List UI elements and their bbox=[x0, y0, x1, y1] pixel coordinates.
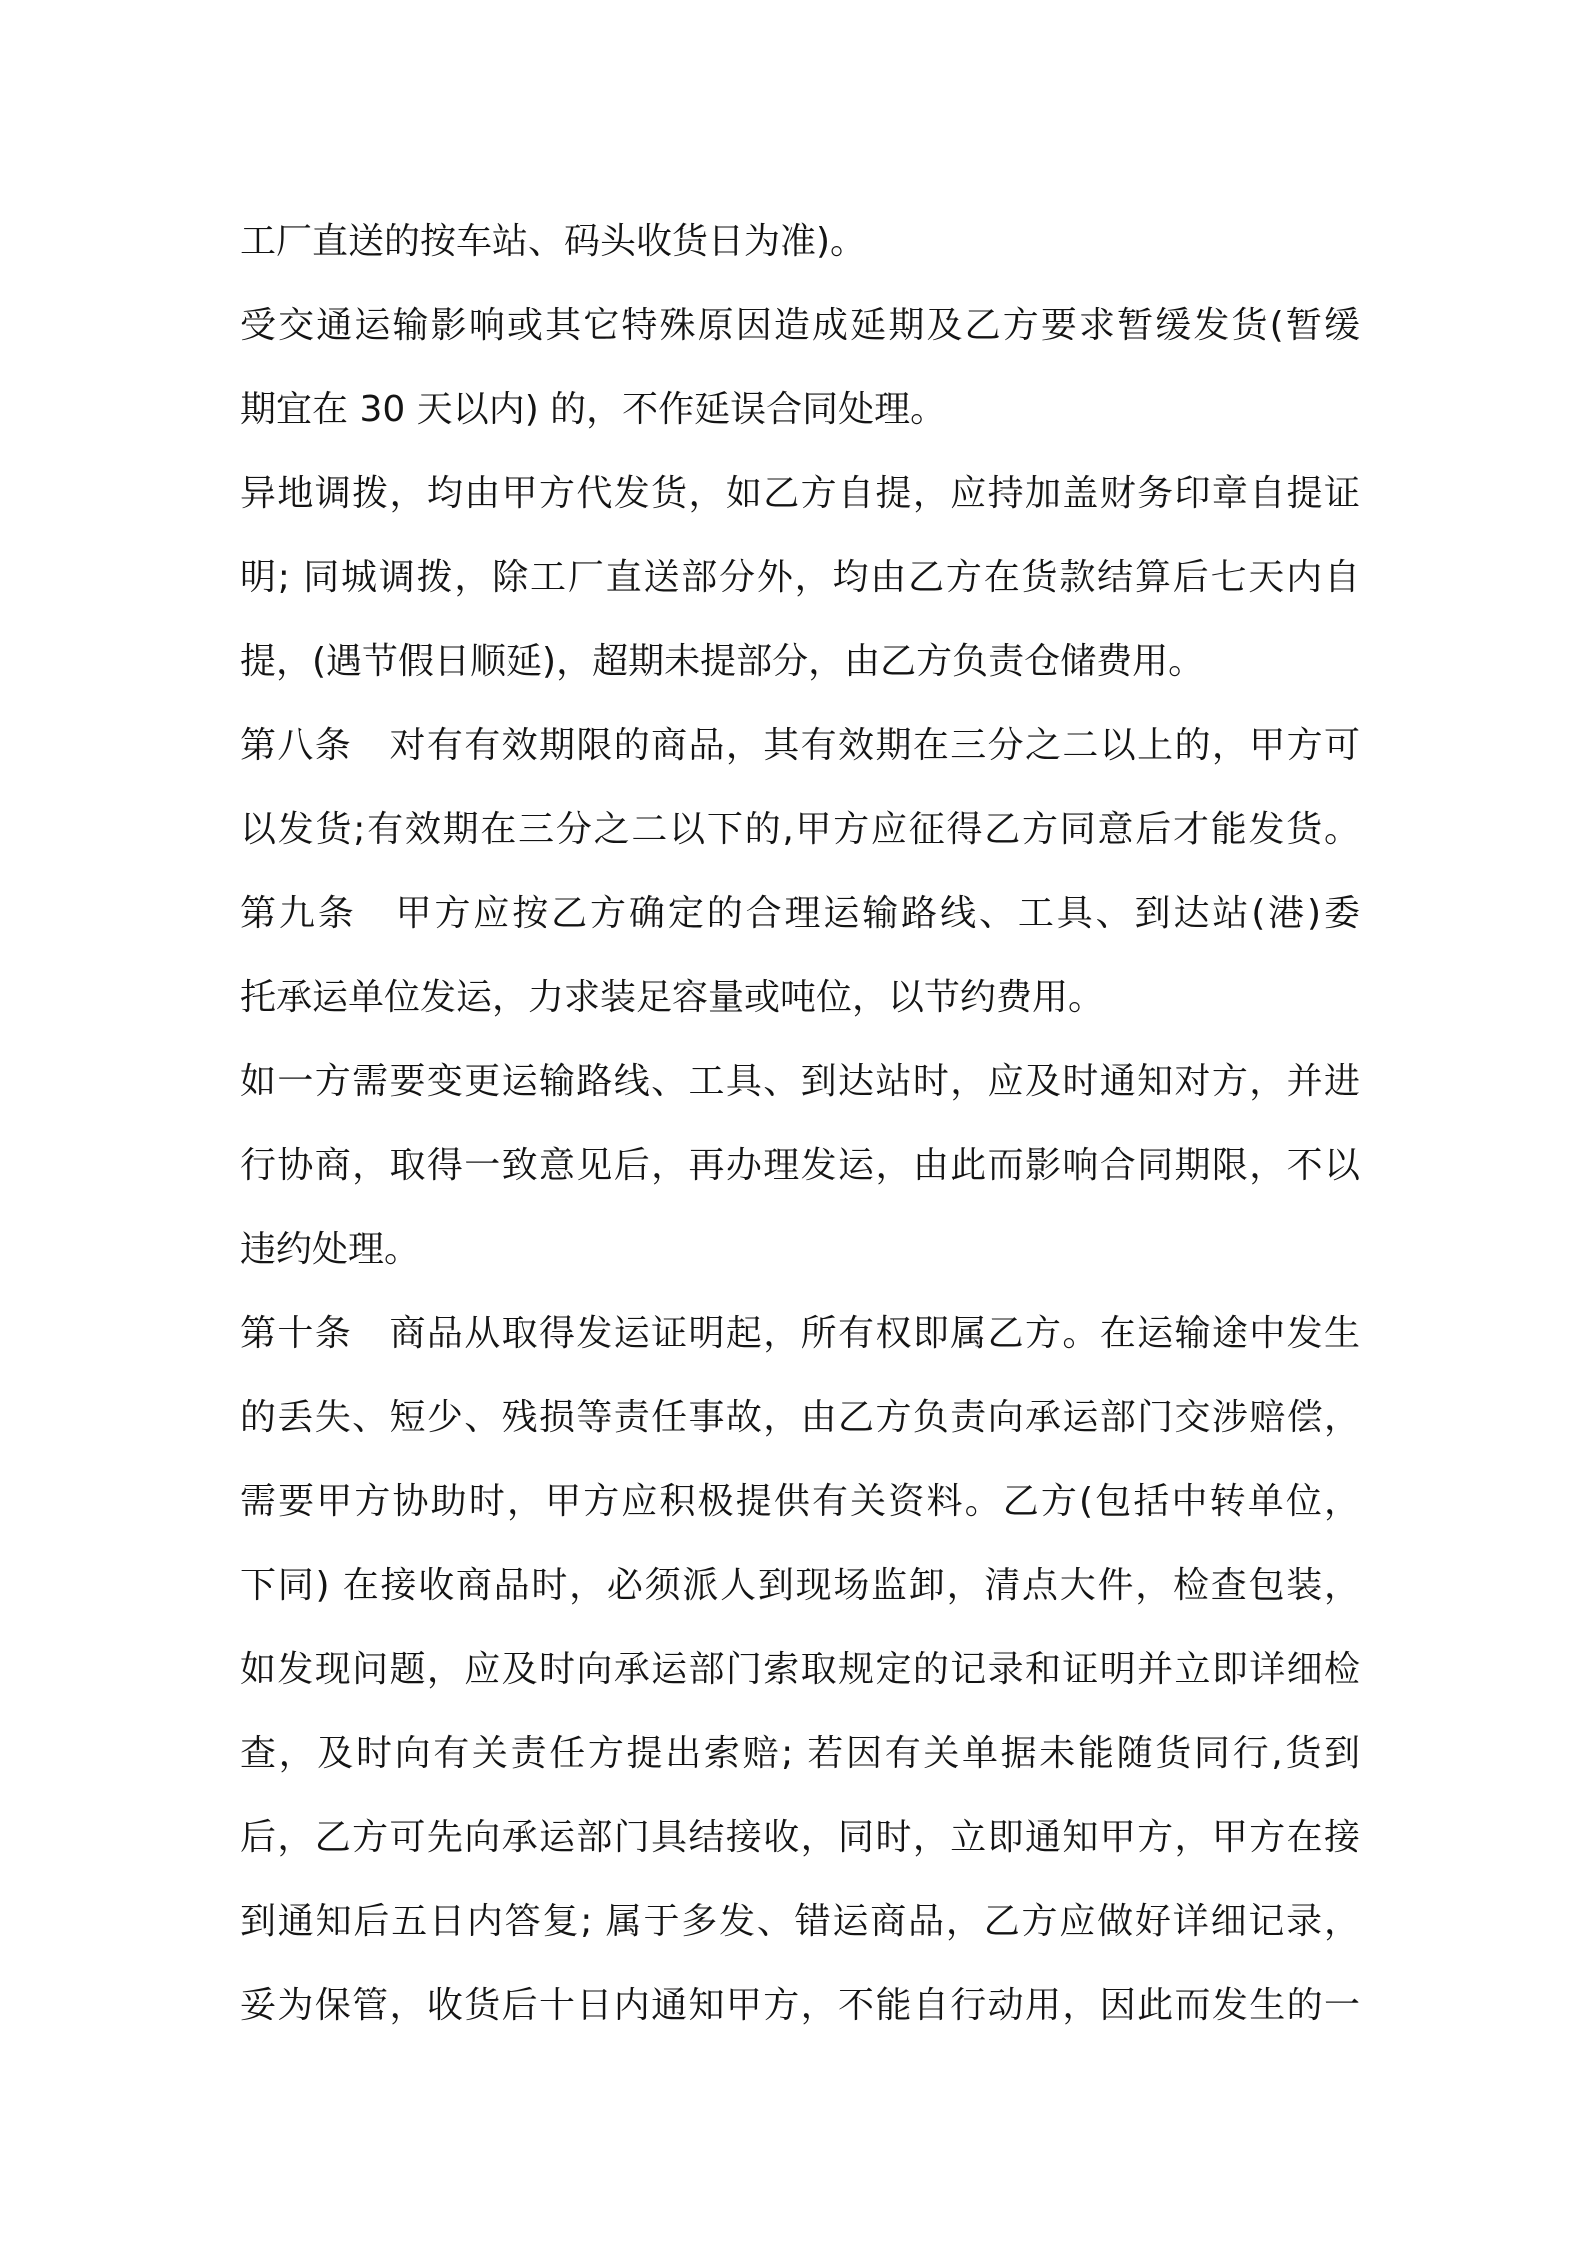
contract-text-body bbox=[240, 200, 1360, 2048]
text-line: 期宜在 30 天以内) 的，不作延误合同处理。 bbox=[240, 389, 947, 430]
text-line: 妥为保管，收货后十日内通知甲方，不能自行动用，因此而发生的一 bbox=[240, 1985, 1360, 2026]
text-line: 受交通运输影响或其它特殊原因造成延期及乙方要求暂缓发货(暂缓 bbox=[240, 305, 1360, 346]
text-line: 需要甲方协助时，甲方应积极提供有关资料。乙方(包括中转单位， bbox=[240, 1481, 1360, 1522]
text-line: 后，乙方可先向承运部门具结接收，同时，立即通知甲方，甲方在接 bbox=[240, 1817, 1360, 1858]
text-line: 第十条 商品从取得发运证明起，所有权即属乙方。在运输途中发生 bbox=[240, 1313, 1360, 1354]
text-line: 明; 同城调拨，除工厂直送部分外，均由乙方在货款结算后七天内自 bbox=[240, 557, 1360, 598]
text-line: 工厂直送的按车站、码头收货日为准)。 bbox=[240, 221, 867, 262]
text-line: 行协商，取得一致意见后，再办理发运，由此而影响合同期限，不以 bbox=[240, 1145, 1360, 1186]
text-line: 下同) 在接收商品时，必须派人到现场监卸，清点大件，检查包装， bbox=[240, 1565, 1360, 1606]
text-line: 到通知后五日内答复; 属于多发、错运商品，乙方应做好详细记录， bbox=[240, 1901, 1360, 1942]
text-line: 如发现问题，应及时向承运部门索取规定的记录和证明并立即详细检 bbox=[240, 1649, 1360, 1690]
text-line: 第九条 甲方应按乙方确定的合理运输路线、工具、到达站(港)委 bbox=[240, 893, 1360, 934]
text-line: 第八条 对有有效期限的商品，其有效期在三分之二以上的，甲方可 bbox=[240, 725, 1360, 766]
text-line: 查，及时向有关责任方提出索赔; 若因有关单据未能随货同行,货到 bbox=[240, 1733, 1360, 1774]
text-line: 以发货;有效期在三分之二以下的,甲方应征得乙方同意后才能发货。 bbox=[240, 809, 1360, 850]
text-line: 如一方需要变更运输路线、工具、到达站时，应及时通知对方，并进 bbox=[240, 1061, 1360, 1102]
text-line: 托承运单位发运，力求装足容量或吨位，以节约费用。 bbox=[240, 977, 1105, 1018]
text-line: 违约处理。 bbox=[240, 1229, 421, 1270]
text-line: 提，(遇节假日顺延)，超期未提部分，由乙方负责仓储费用。 bbox=[240, 641, 1205, 682]
text-line: 的丢失、短少、残损等责任事故，由乙方负责向承运部门交涉赔偿， bbox=[240, 1397, 1360, 1438]
text-line: 异地调拨，均由甲方代发货，如乙方自提，应持加盖财务印章自提证 bbox=[240, 473, 1360, 514]
